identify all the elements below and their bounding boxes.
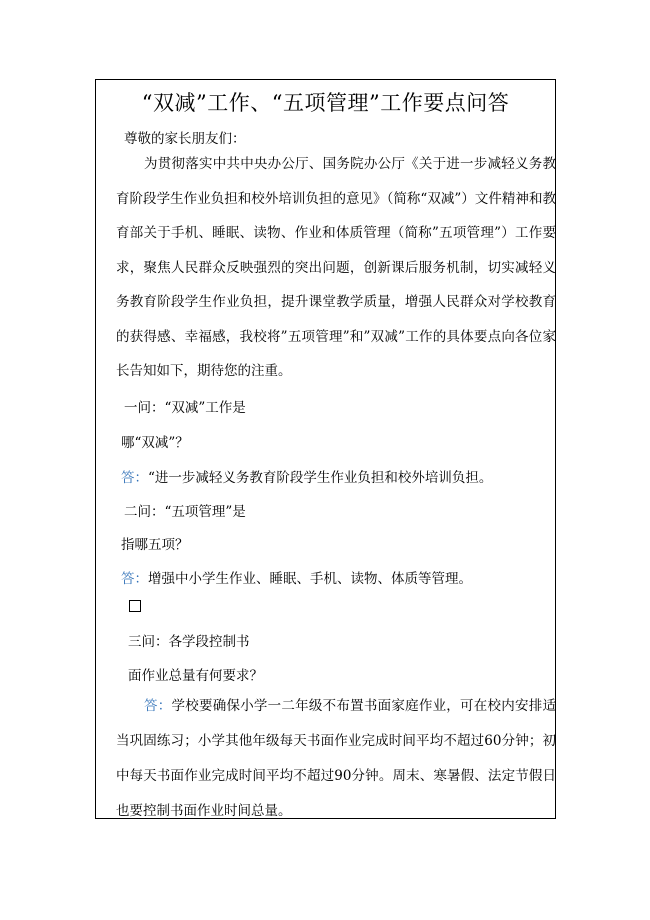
intro-paragraph: 为贯彻落实中共中央办公厅、国务院办公厅《关于进一步减轻义务教育阶段学生作业负担和校外培训负担的意见》（简称“双减”）文件精神和教育部关于手机、睡眠、读物、作业和体质管理（简称”五项管理”）工作要求，聚焦人民群众反映强烈的突出问题，创新课后服务机制，切实减轻义务教育阶段学生作业负担，提升课堂教学质量，增强人民群众对学校教育的获得感、幸福感，我校将”五项管理”和”双减”工作的具体要点向各位家长告知如下，期待您的注重。 [116,156,556,379]
checkbox-square [129,600,141,612]
answer-1-label: 答： [121,470,148,486]
document-title: “双减”工作、“五项管理”工作要点问答 [141,91,510,115]
answer-3-text: 学校要确保小学一二年级不布置书面家庭作业，可在校内安排适当巩固练习；小学其他年级每天书面作业完成时间平均不超过60分钟；初中每天书面作业完成时间平均不超过90分钟。周末、寒暑假、法定节假日也要控制书面作业时间总量。 [116,698,557,819]
answer-2-label: 答： [121,571,148,587]
greeting: 尊敬的家长朋友们： [124,131,246,147]
answer-1-text: “进一步减轻义务教育阶段学生作业负担和校外培训负担。 [148,470,493,486]
answer-2-text: 增强中小学生作业、睡眠、手机、读物、体质等管理。 [148,571,472,587]
answer-3-label: 答： [144,698,172,714]
answer-3 [116,689,556,829]
question-2-line-2: 指哪五项？ [121,537,189,553]
answer-2 [121,567,580,587]
document-frame [95,79,556,819]
question-1-line-2: 哪“双减”？ [121,435,189,451]
question-2-line-1: 二问：“五项管理”是 [124,504,246,520]
question-1-line-1: 一问：“双减”工作是 [124,400,246,416]
answer-1 [121,466,580,486]
question-3-line-1: 三问：各学段控制书 [128,634,250,650]
question-3-line-2: 面作业总量有何要求？ [128,668,263,684]
